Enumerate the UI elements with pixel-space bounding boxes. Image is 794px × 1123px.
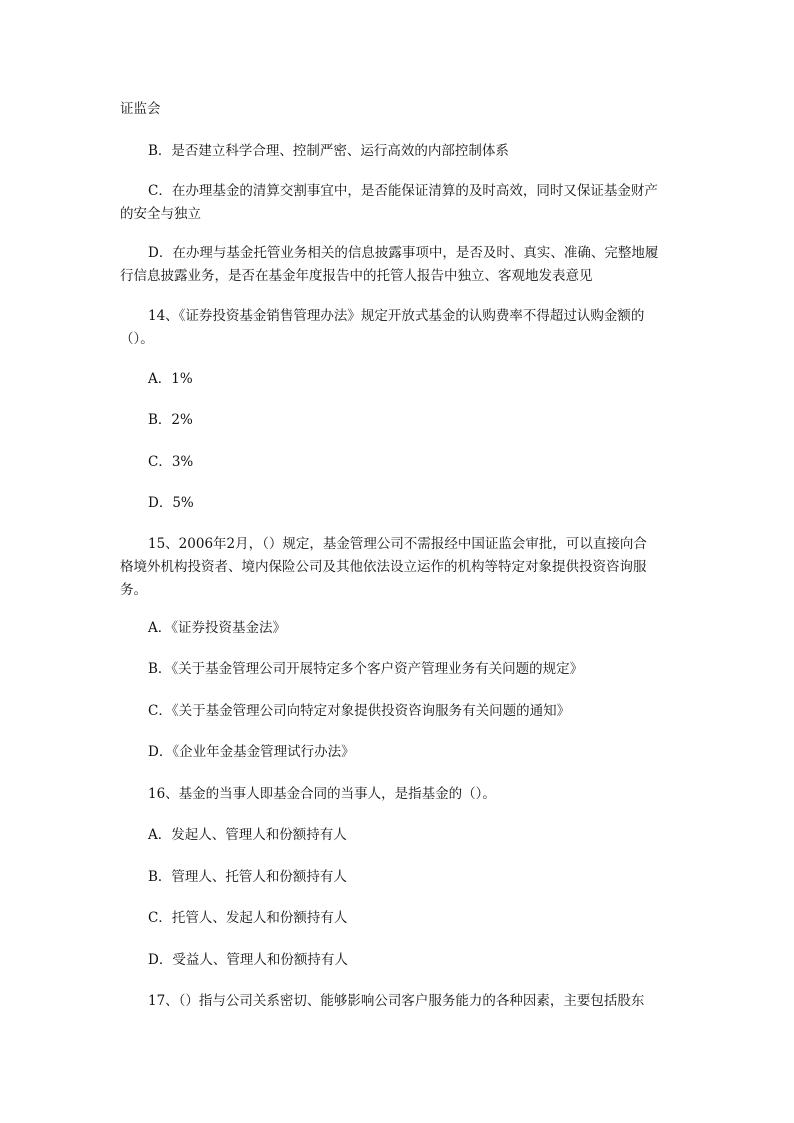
q16-option-c: C．托管人、发起人和份额持有人 — [148, 910, 348, 926]
q15-option-a: A．《证券投资基金法》 — [148, 620, 286, 636]
q14-option-b: B．2% — [148, 412, 193, 428]
q15-option-d: D．《企业年金基金管理试行办法》 — [148, 744, 355, 760]
q15-option-c: C．《关于基金管理公司向特定对象提供投资咨询服务有关问题的通知》 — [148, 703, 571, 719]
q13-option-c: C．在办理基金的清算交割事宜中，是否能保证清算的及时高效，同时又保证基金财产 的安全与独立 — [120, 183, 658, 222]
q13-option-d: D．在办理与基金托管业务相关的信息披露事项中，是否及时、真实、准确、完整地履 行信息披露业务，是否在基金年度报告中的托管人报告中独立、客观地发表意见 — [120, 245, 659, 284]
question-16: 16、基金的当事人即基金合同的当事人，是指基金的（）。 — [148, 786, 496, 802]
q15-option-b: B．《关于基金管理公司开展特定多个客户资产管理业务有关问题的规定》 — [148, 661, 584, 677]
q14-option-a: A．1% — [148, 371, 193, 387]
q13-option-b: B．是否建立科学合理、控制严密、运行高效的内部控制体系 — [148, 143, 509, 159]
continuation-line: 证监会 — [120, 101, 161, 117]
q14-option-c: C．3% — [148, 454, 194, 470]
question-17: 17、（）指与公司关系密切、能够影响公司客户服务能力的各种因素，主要包括股东 — [148, 993, 645, 1009]
q16-option-d: D．受益人、管理人和份额持有人 — [148, 952, 348, 968]
question-15: 15、2006年2月，（）规定，基金管理公司不需报经中国证监会审批，可以直接向合 格境外机构投资者、境内保险公司及其他依法设立运作的机构等特定对象提供投资咨询服 务。 — [120, 536, 647, 598]
q14-option-d: D．5% — [148, 495, 194, 511]
q16-option-a: A．发起人、管理人和份额持有人 — [148, 827, 347, 843]
question-14: 14、《证券投资基金销售管理办法》规定开放式基金的认购费率不得超过认购金额的 （）。 — [120, 308, 645, 347]
q16-option-b: B．管理人、托管人和份额持有人 — [148, 869, 347, 885]
